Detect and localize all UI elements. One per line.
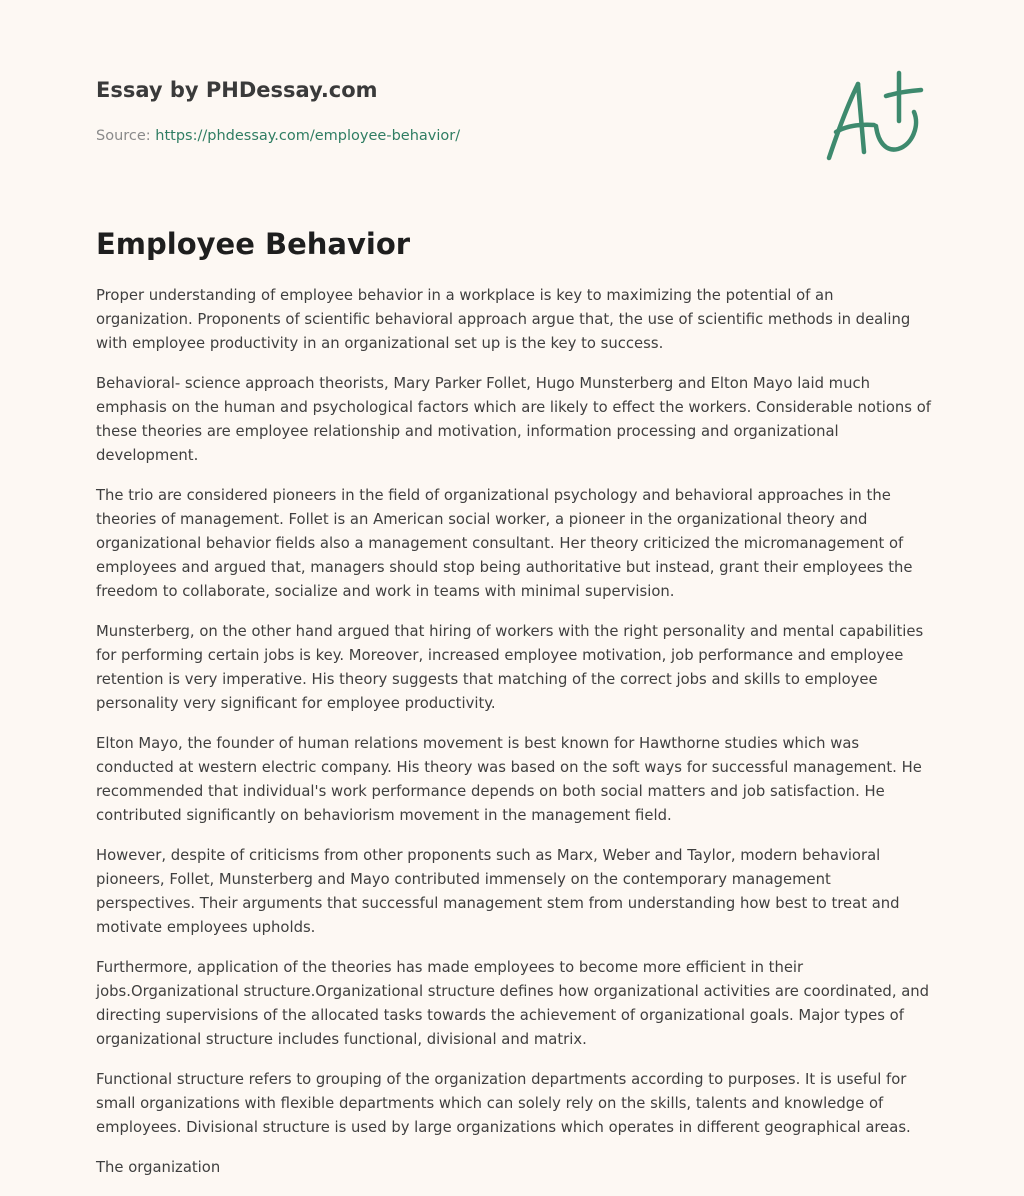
essay-body (96, 284, 932, 1196)
essay-paragraph: However, despite of criticisms from other proponents such as Marx, Weber and Taylor, modern behavioral pioneers, Follet, Munsterberg and Mayo contributed immensely on the contemporary management perspectives. Their arguments that successful management stem from understanding how best to treat and motivate employees upholds. (96, 847, 900, 936)
a-plus-grade-logo (818, 66, 930, 166)
essay-paragraph: Furthermore, application of the theories has made employees to become more efficient in their jobs.Organizational structure.Organizational structure defines how organizational activities are coordinated, and directing supervisions of the allocated tasks towards the achievement of organizational goals. Major types of organizational structure includes functional, divisional and matrix. (96, 959, 930, 1048)
a-right-stroke (858, 84, 864, 152)
essay-paragraph: Proper understanding of employee behavior in a workplace is key to maximizing the potential of an organization. Proponents of scientific behavioral approach argue that, the use of scientific methods in dealing with employee productivity in an organizational set up is the key to success. (96, 287, 911, 352)
site-title: Essay by PHDessay.com (96, 78, 378, 102)
plus-swoosh (876, 112, 916, 150)
essay-paragraph: Behavioral- science approach theorists, Mary Parker Follet, Hugo Munsterberg and Elton Mayo laid much emphasis on the human and psychological factors which are likely to effect the workers. Considerable notions of these theories are employee relationship and motivation, information processing and organizational development. (96, 375, 931, 464)
header (96, 76, 736, 146)
essay-paragraph: The organization (96, 1159, 221, 1176)
source-label: Source: (96, 128, 156, 144)
a-left-stroke (829, 84, 858, 158)
essay-title: Employee Behavior (96, 227, 411, 261)
essay-paragraph: The trio are considered pioneers in the field of organizational psychology and behavioral approaches in the theories of management. Follet is an American social worker, a pioneer in the organizational theory and organizational behavior fields also a management consultant. Her theory criticized the micromanagement of employees and argued that, managers should stop being authoritative but instead, grant their employees the freedom to collaborate, socialize and work in teams with minimal supervision. (96, 487, 913, 600)
essay-paragraph: Munsterberg, on the other hand argued that hiring of workers with the right personality and mental capabilities for performing certain jobs is key. Moreover, increased employee motivation, job performance and employee retention is very imperative. His theory suggests that matching of the correct jobs and skills to employee personality very significant for employee productivity. (96, 623, 924, 712)
essay-paragraph: Elton Mayo, the founder of human relations movement is best known for Hawthorne studies which was conducted at western electric company. His theory was based on the soft ways for successful management. He recommended that individual's work performance depends on both social matters and job satisfaction. He contributed significantly on behaviorism movement in the management field. (96, 735, 922, 824)
essay-paragraph: Functional structure refers to grouping of the organization departments according to purposes. It is useful for small organizations with flexible departments which can solely rely on the skills, talents and knowledge of employees. Divisional structure is used by large organizations which operates in different geographical areas. (96, 1071, 911, 1136)
source-link[interactable]: https://phdessay.com/employee-behavior/ (155, 128, 461, 144)
source-line (96, 126, 736, 146)
plus-horizontal (886, 90, 921, 96)
